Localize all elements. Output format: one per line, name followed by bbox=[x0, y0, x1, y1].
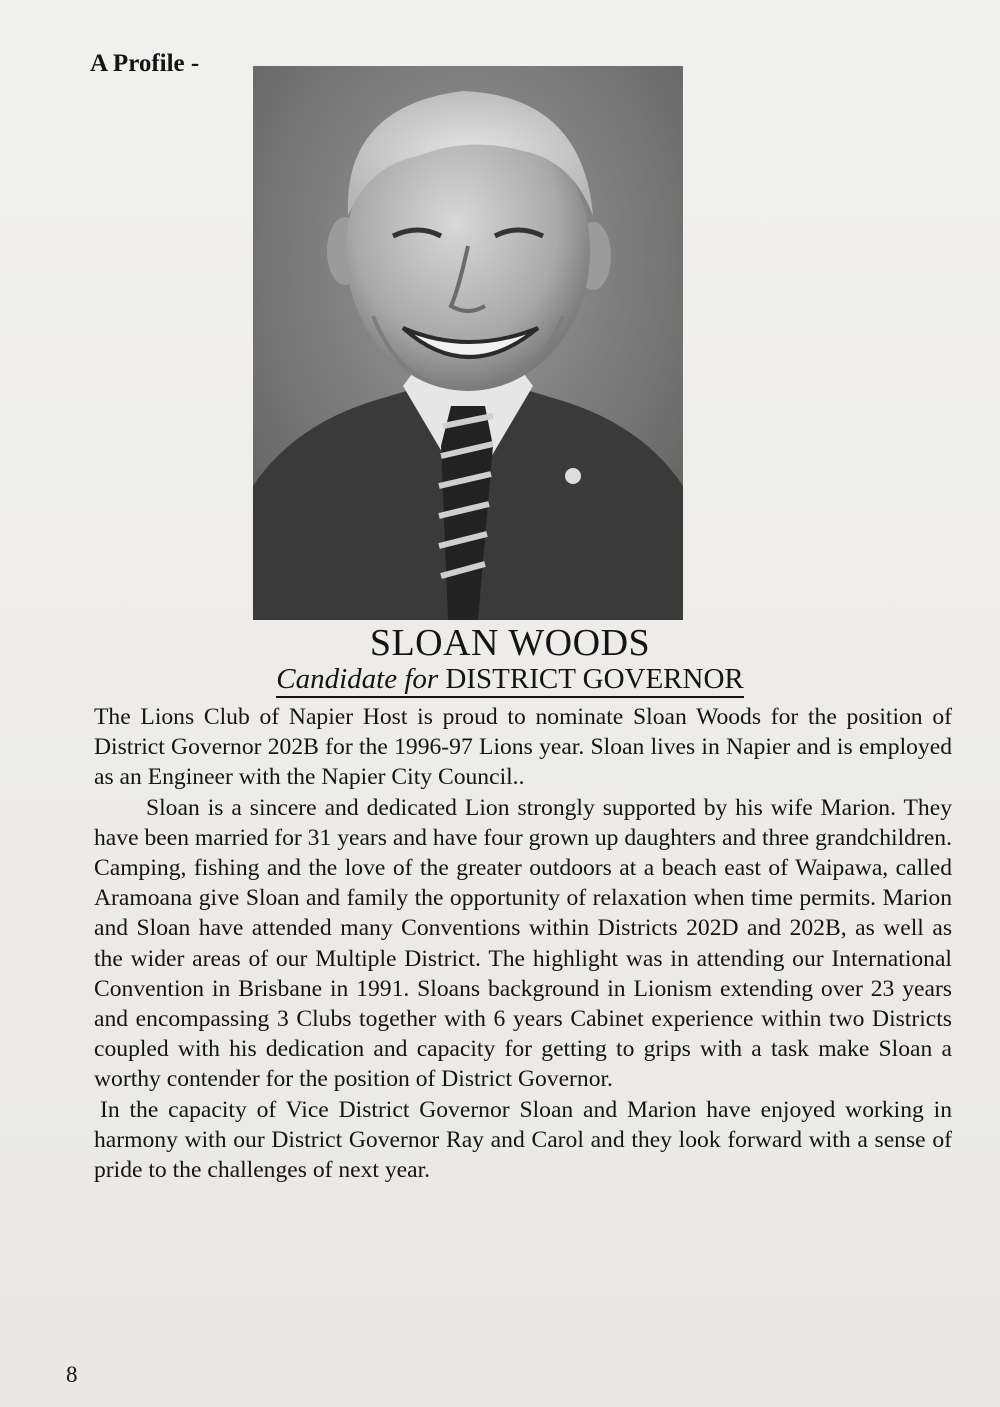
profile-body bbox=[94, 702, 952, 1185]
portrait-photo bbox=[253, 66, 683, 620]
paragraph-1: The Lions Club of Napier Host is proud to nominate Sloan Woods for the position of District Governor 202B for the 1996-97 Lions year. Sloan lives in Napier and is employed as an Engineer with the Napier City Council.. bbox=[94, 704, 952, 791]
subtitle-italic: Candidate for bbox=[276, 663, 439, 695]
subtitle-underline bbox=[276, 663, 744, 698]
paragraph-2: Sloan is a sincere and dedicated Lion strongly supported by his wife Marion. They have been married for 31 years and have four grown up daughters and three grandchildren. Camping, fishing and the love of the greater outdoors at a beach east of Waipawa, called Aramoana give Sloan and family the opportunity of relaxation when time permits. Marion and Sloan have attended many Conventions within Districts 202D and 202B, as well as the wider areas of our Multiple District. The highlight was in attending our International Convention in Brisbane in 1991. Sloans background in Lionism extending over 23 years and encompassing 3 Clubs together with 6 years Cabinet experience within two Districts coupled with his dedication and capacity for getting to grips with a task make Sloan a worthy contender for the position of District Governor. bbox=[94, 794, 952, 1093]
page-number: 8 bbox=[66, 1362, 78, 1387]
candidate-name: SLOAN WOODS bbox=[369, 622, 651, 664]
section-label: A Profile - bbox=[90, 50, 200, 77]
subtitle-plain: DISTRICT GOVERNOR bbox=[445, 663, 744, 695]
candidate-subtitle bbox=[0, 663, 1000, 696]
paragraph-3: In the capacity of Vice District Governor Sloan and Marion have enjoyed working in harmony with our District Governor Ray and Carol and they look forward with a sense of pride to the challenges of next year. bbox=[94, 1096, 952, 1184]
